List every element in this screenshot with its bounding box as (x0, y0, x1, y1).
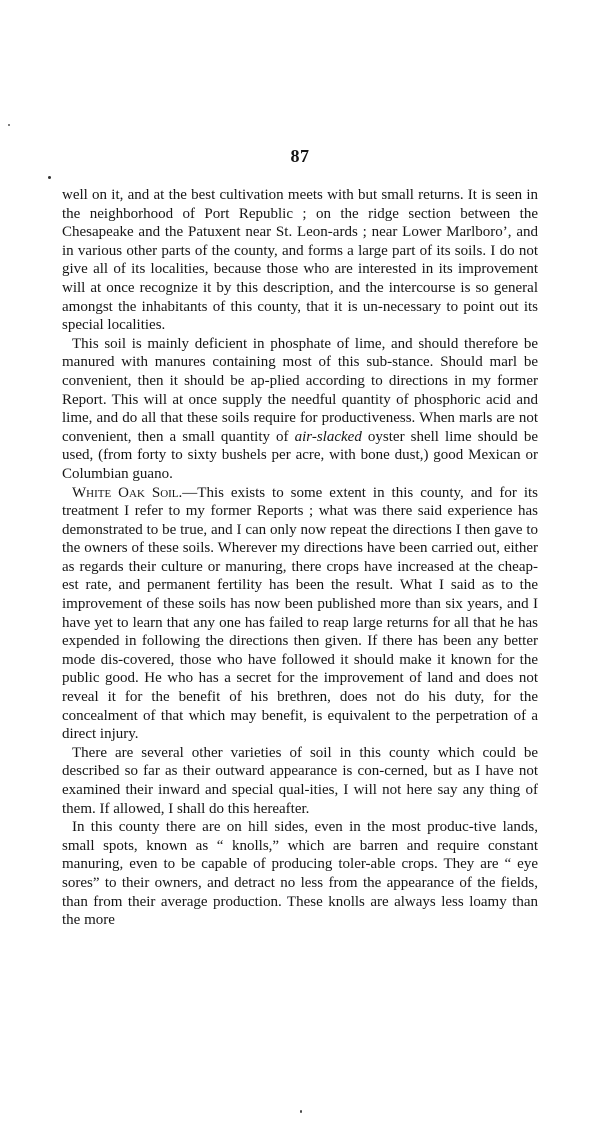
paragraph-text: —This exists to some extent in this county, and for its treatment I refer to my former Reports ; what was there said experience has demonstrated to be true, and I can only now repeat the directions I then gave to the owners of these soils. Wherever my directions have been carried out, either as regards their culture or manuring, there crops have increased at the cheap-est rate, and permanent fertility has been the result. What I said as to the improvement of these soils has now been published more than six years, and I have yet to learn that any one has failed to reap large returns for all that he has expended in following the directions then given. If there has been any better mode dis-covered, those who have followed it should make it known for the public good. He who has a secret for the improvement of land and does not reveal it for the benefit of his brethren, does not do his duty, for the concealment of that which may benefit, is equivalent to the perpetration of a direct injury. (62, 484, 539, 743)
paragraph-text: In this county there are on hill sides, even in the most produc-tive lands, small spots, known as “ knolls,” which are barren and require constant manuring, even to be capable of producing toler-able crops. They are “ eye sores” to their owners, and detract no less from the appearance of the fields, than from their average production. These knolls are always less loamy than the more (62, 819, 538, 929)
paragraph-text: There are several other varieties of soil in this county which could be described so far as their outward appearance is con-cerned, but as I have not examined their inward and special qual-ities, I will not here say any thing of them. If allowed, I shall do this hereafter. (62, 744, 538, 817)
paragraph-text: This soil is mainly deficient in phosphate of lime, and should therefore be manured with manures containing most of this sub-stance. Should marl be convenient, then it should be ap-plied according to directions in my former Report. This will at once supply the needful quantity of phosphoric acid and lime, and do all that these soils require for productiveness. When marls are not convenient, then a small quantity of (62, 335, 538, 445)
print-speck (300, 1110, 302, 1113)
section-heading-inline: White Oak Soil. (72, 484, 183, 501)
paragraph-phosphate-lime (62, 335, 538, 484)
italic-term: air-slacked (294, 428, 362, 445)
paragraph-knolls (62, 818, 538, 930)
page-number: 87 (290, 146, 310, 166)
body-text (62, 186, 538, 930)
print-speck (8, 124, 10, 126)
print-speck (48, 176, 51, 179)
paragraph-continuation (62, 186, 538, 335)
paragraph-text: oyster shell lime should be used, (from forty to sixty bushels per acre, with bone dust,) good Mexican or Columbian guano. (62, 428, 539, 482)
paragraph-white-oak-soil (62, 484, 538, 744)
paragraph-text: well on it, and at the best cultivation meets with but small returns. It is seen in the neighborhood of Port Republic ; on the ridge section between the Chesapeake and the Patuxent near St. Leon-ards ; near Lower Marlboro’, and in various other parts of the county, and forms a large part of its soils. I do not give all of its localities, because those who are interested in its improvement will at once recognize it by this description, and the intercourse is so general amongst the inhabitants of this county, that it is un-necessary to point out its special localities. (62, 187, 538, 334)
paragraph-other-varieties (62, 744, 538, 818)
